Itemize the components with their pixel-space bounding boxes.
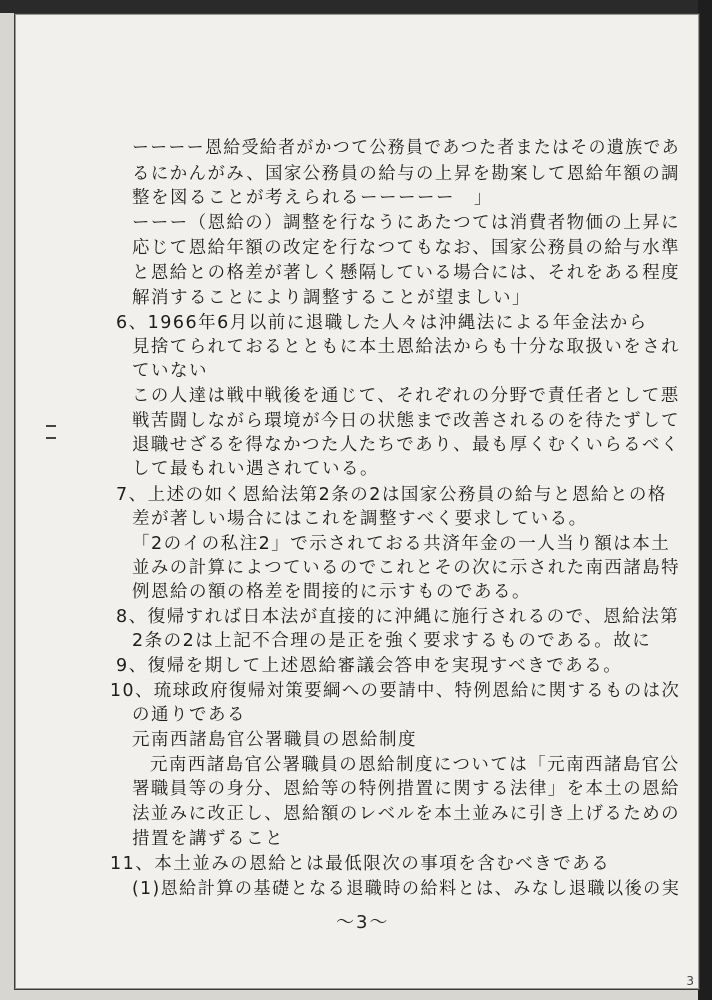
page-number: ～3～ bbox=[336, 912, 390, 933]
text-line: 「2のイの私注2」で示されておる共済年金の一人当り額は本土 bbox=[132, 534, 671, 554]
text-line: 2条の2は上記不合理の是正を強く要求するものである。故に bbox=[132, 631, 652, 651]
text-line: 元南西諸島官公署職員の恩給制度については「元南西諸島官公 bbox=[150, 755, 680, 775]
text-line: (1)恩給計算の基礎となる退職時の給料とは、みなし退職以後の実 bbox=[132, 879, 681, 899]
scan-right-edge bbox=[698, 0, 712, 1000]
text-line: 整を図ることが考えられるーーーーー 」 bbox=[132, 188, 493, 208]
text-line: 例恩給の額の格差を間接的に示すものである。 bbox=[132, 582, 531, 602]
text-line: 並みの計算によつているのでこれとその次に示された南西諸島特 bbox=[132, 558, 680, 578]
text-line: 11、本土並みの恩給とは最低限次の事項を含むべきである bbox=[110, 854, 611, 874]
text-line: 9、復帰を期して上述恩給審議会答申を実現すべきである。 bbox=[116, 656, 623, 676]
text-line: 元南西諸島官公署職員の恩給制度 bbox=[132, 730, 417, 750]
text-line: この人達は戦中戦後を通じて、それぞれの分野で責任者として悪 bbox=[132, 386, 680, 406]
text-line: 6、1966年6月以前に退職した人々は沖縄法による年金法から bbox=[116, 313, 648, 333]
text-line: 署職員等の身分、恩給等の特例措置に関する法律」を本土の恩給 bbox=[132, 779, 680, 799]
text-line: 退職せざるを得なかつた人たちであり、最も厚くむくいらるべく bbox=[132, 435, 680, 455]
text-line: 法並みに改正し、恩給額のレベルを本土並みに引き上げるための bbox=[132, 804, 680, 824]
text-line: の通りである bbox=[132, 705, 246, 725]
text-line: 10、琉球政府復帰対策要綱への要請中、特例恩給に関するものは次 bbox=[110, 681, 681, 701]
text-line: ーーーー恩給受給者がかつて公務員であつた者またはその遺族であ bbox=[132, 138, 680, 158]
binder-hole-mark bbox=[46, 425, 56, 427]
text-line: るにかんがみ、国家公務員の給与の上昇を勘案して恩給年額の調 bbox=[132, 164, 681, 184]
text-line: 戦苦闘しながら環境が今日の状態まで改善されるのを待たずして bbox=[132, 411, 680, 431]
binder-hole-mark bbox=[46, 437, 56, 439]
text-line: 解消することにより調整することが望ましい」 bbox=[132, 288, 531, 308]
text-line: 差が著しい場合にはこれを調整すべく要求している。 bbox=[132, 509, 588, 529]
text-line: 応じて恩給年額の改定を行なつてもなお、国家公務員の給与水準 bbox=[132, 238, 680, 258]
text-line: ーーー（恩給の）調整を行なうにあたつては消費者物価の上昇に bbox=[132, 213, 680, 233]
text-line: と恩給との格差が著しく懸隔している場合には、それをある程度 bbox=[132, 263, 680, 283]
scan-top-edge bbox=[0, 0, 712, 13]
corner-page-mark: 3 bbox=[686, 974, 694, 988]
text-line: 見捨てられておるとともに本土恩給法からも十分な取扱いをされ bbox=[132, 337, 680, 357]
text-line: して最もれい遇されている。 bbox=[132, 459, 379, 479]
text-line: 7、上述の如く恩給法第2条の2は国家公務員の給与と恩給との格 bbox=[116, 485, 667, 505]
text-line: 措置を講ずること bbox=[132, 829, 284, 849]
text-line: ていない bbox=[132, 361, 208, 381]
text-line: 8、復帰すれば日本法が直接的に沖縄に施行されるので、恩給法第 bbox=[116, 607, 680, 627]
